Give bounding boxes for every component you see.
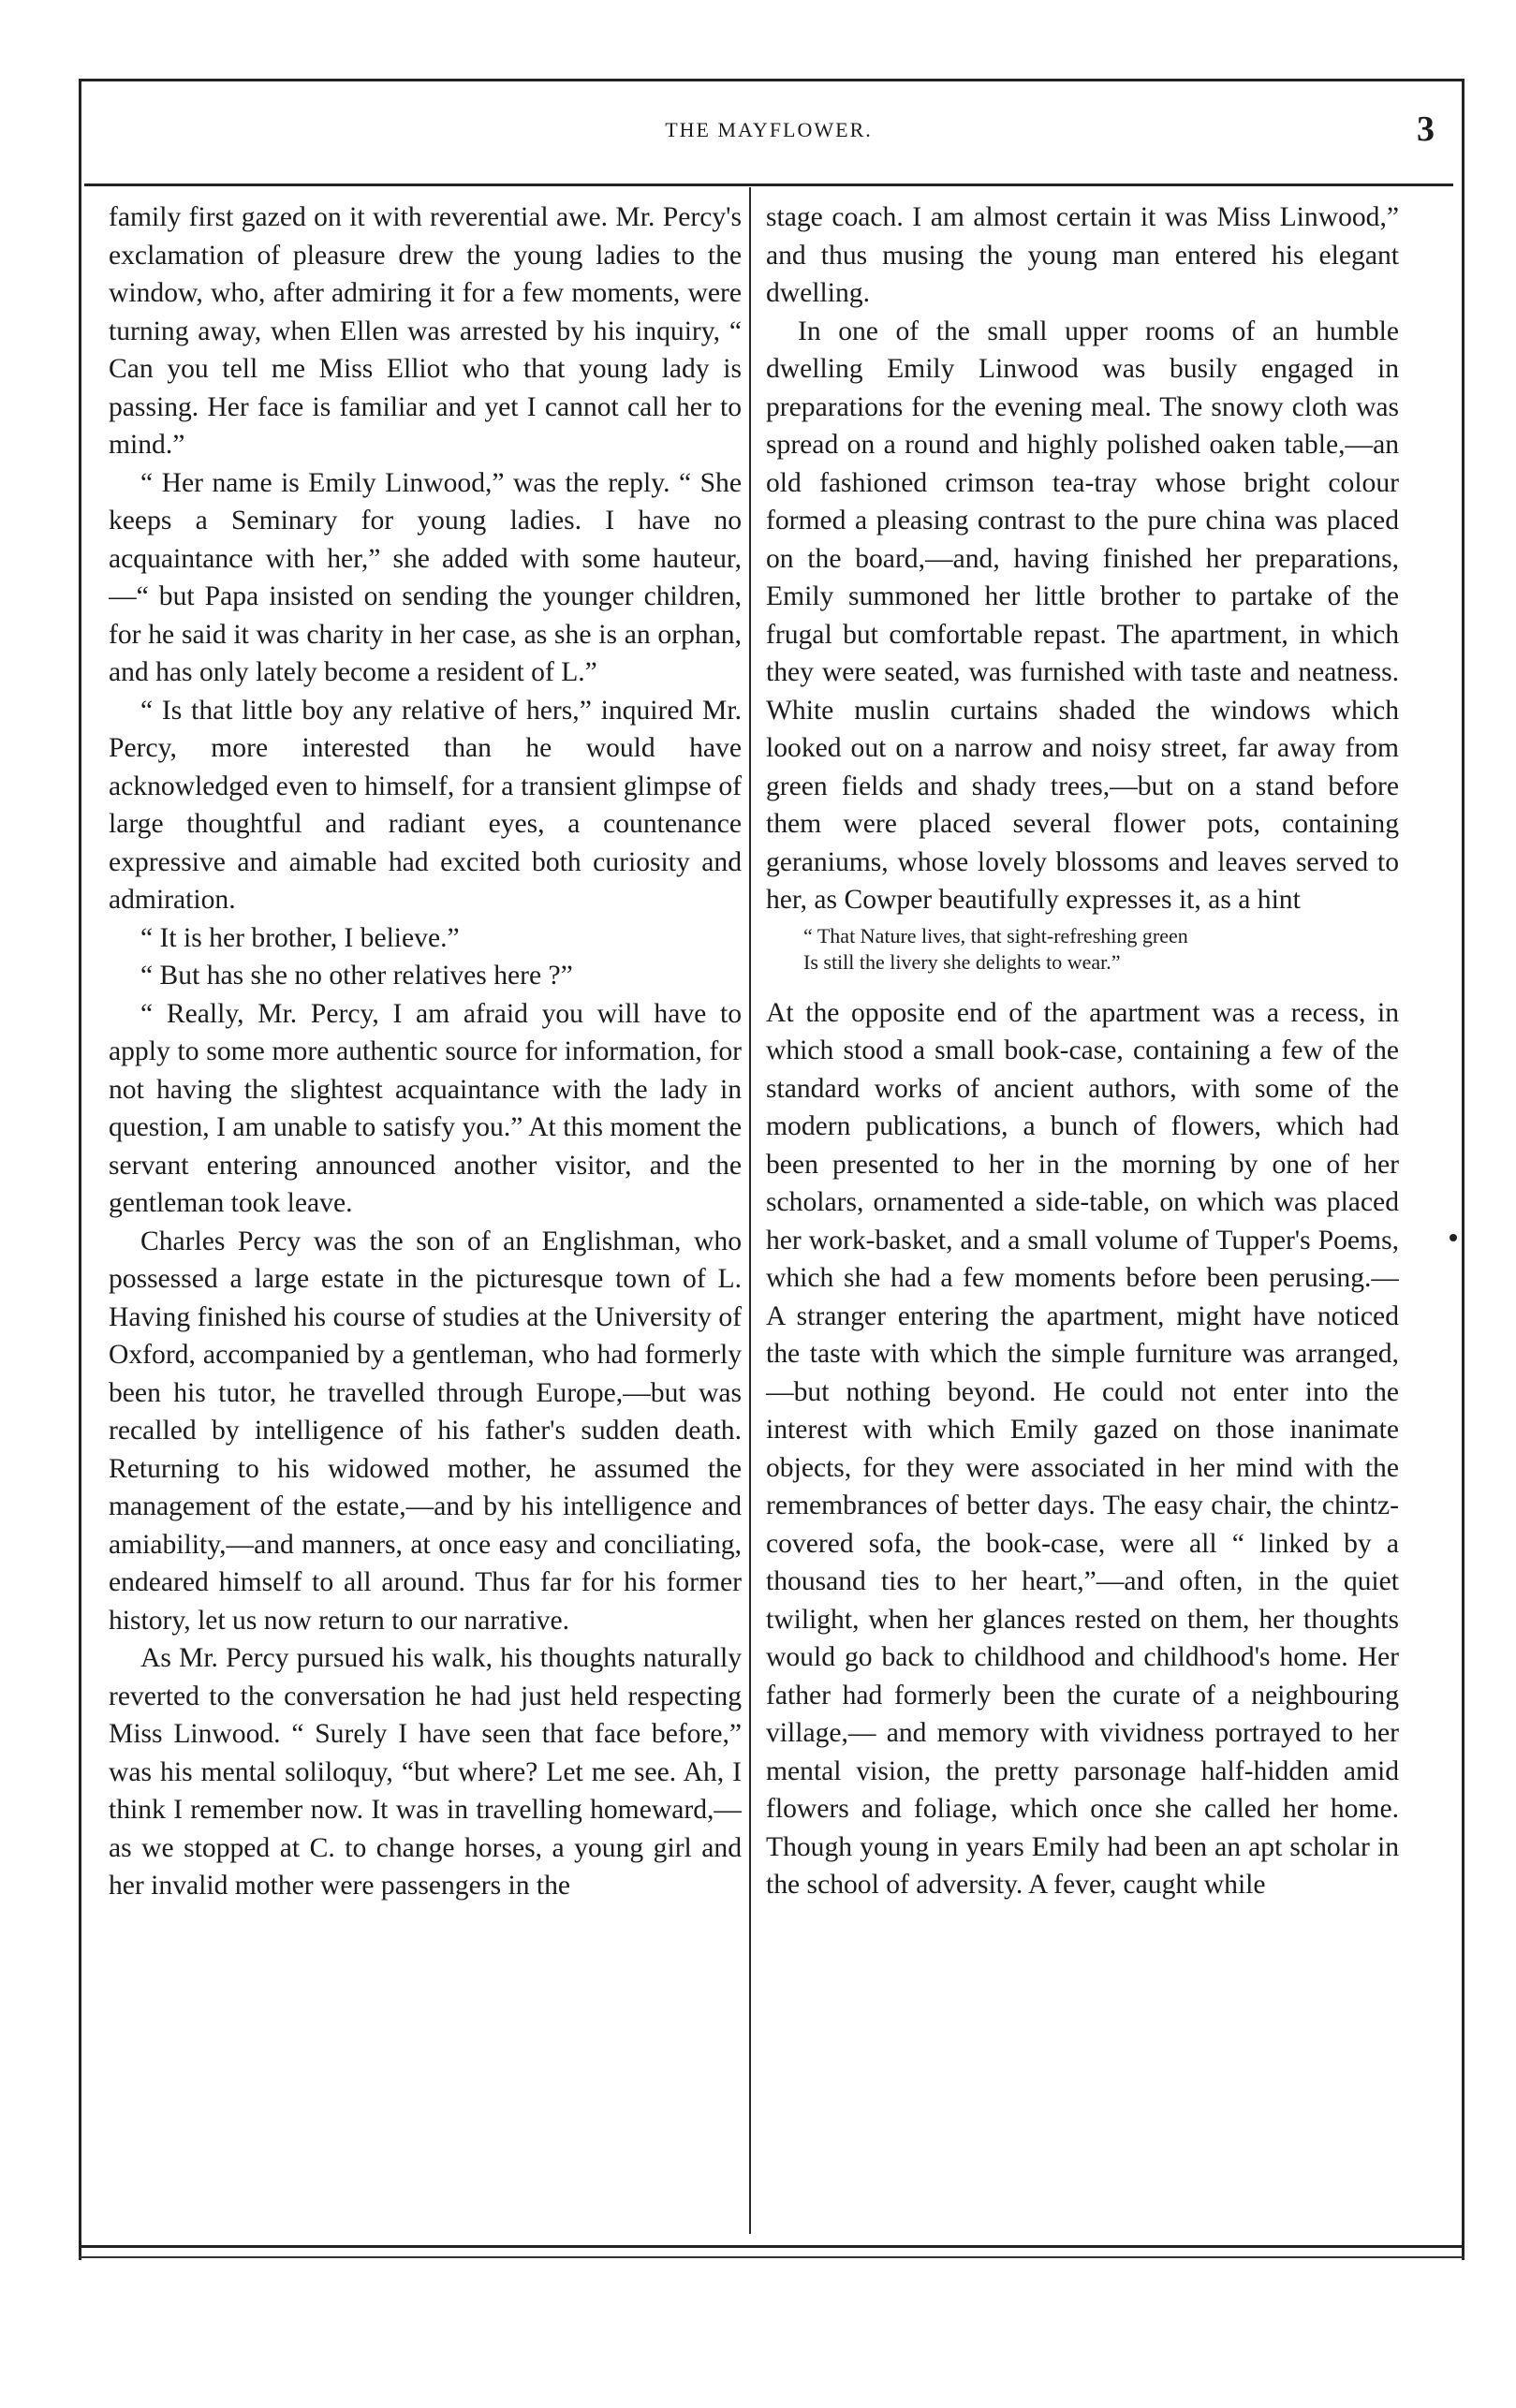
paragraph: stage coach. I am almost certain it was Miss Linwood,” and thus musing the young man entered his elegant dwelling. xyxy=(766,202,1399,308)
header-rule xyxy=(84,184,1453,186)
paragraph: “ But has she no other relatives here ?” xyxy=(140,961,573,991)
paragraph: Charles Percy was the son of an Englishman, who possessed a large estate in the picturesque town of L. Having finished his course of studies at the University of Oxford, accompanied by a gentleman, who had formerly been his tutor, he travelled through Europe,—but was recalled by intelligence of his father's sudden death. Returning to his widowed mother, he assumed the management of the estate,—and by his intelligence and amiability,—and manners, at once easy and conciliating, endeared himself to all around. Thus far for his former history, let us now return to our narrative. xyxy=(109,1226,742,1636)
paragraph: “ It is her brother, I believe.” xyxy=(140,922,460,953)
paragraph: As Mr. Percy pursued his walk, his thoughts naturally reverted to the conversation he had just held respecting Miss Linwood. “ Surely I have seen that face before,” was his mental soliloquy, “but where? Let me see. Ah, I think I remember now. It was in travelling homeward,—as we stopped at C. to change horses, a young girl and her invalid mother were passengers in the xyxy=(109,1643,742,1901)
bottom-rule-thin xyxy=(79,2256,1464,2258)
paragraph: “ Her name is Emily Linwood,” was the reply. “ She keeps a Seminary for young ladies. I have no acquaintance with her,” she added with some hauteur,—“ but Papa insisted on sending the younger children, for he said it was charity in her case, as she is an orphan, and has only lately become a resident of L.” xyxy=(109,467,742,687)
quote-line: “ That Nature lives, that sight-refreshing green xyxy=(803,923,1188,947)
right-column xyxy=(766,198,1399,2221)
page-number: 3 xyxy=(1417,110,1435,149)
paragraph: In one of the small upper rooms of an humble dwelling Emily Linwood was busily engaged in preparations for the evening meal. The snowy cloth was spread on a round and highly polished oaken table,—an old fashioned crimson tea-tray whose bright colour formed a pleasing contrast to the pure china was placed on the board,—and, having finished her preparations, Emily summoned her little brother to partake of the frugal but comfortable repast. The apartment, in which they were seated, was furnished with taste and neatness. White muslin curtains shaded the windows which looked out on a narrow and noisy street, far away from green fields and shady trees,—but on a stand before them were placed several flower pots, containing geraniums, whose lovely blossoms and leaves served to her, as Cowper beautifully expresses it, as a hint xyxy=(766,316,1399,915)
paragraph: family first gazed on it with reverential awe. Mr. Percy's exclamation of pleasure drew the young ladies to the window, who, after admiring it for a few moments, were turning away, when Ellen was arrested by his inquiry, “ Can you tell me Miss Elliot who that young lady is passing. Her face is familiar and yet I cannot call her to mind.” xyxy=(109,202,742,460)
bottom-rule xyxy=(79,2245,1464,2248)
paragraph: “ Really, Mr. Percy, I am afraid you will have to apply to some more authentic source for information, for not having the slightest acquaintance with the lady in question, I am unable to satisfy you.” At this moment the servant entering announced another visitor, and the gentleman took leave. xyxy=(109,998,742,1218)
paragraph: “ Is that little boy any relative of hers,” inquired Mr. Percy, more interested than he would have acknowledged even to himself, for a transient glimpse of large thoughtful and radiant eyes, a countenance expressive and aimable had excited both curiosity and admiration. xyxy=(109,695,742,915)
margin-mark xyxy=(1450,1234,1457,1241)
verse-quote xyxy=(766,923,1399,976)
left-column xyxy=(109,198,742,2221)
quote-line: Is still the livery she delights to wear.” xyxy=(803,949,1121,974)
page-header xyxy=(84,107,1453,163)
paragraph: At the opposite end of the apartment was a recess, in which stood a small book-case, containing a few of the standard works of ancient authors, with some of the modern publications, a bunch of flowers, which had been presented to her in the morning by one of her scholars, ornamented a side-table, on which was placed her work-basket, and a small volume of Tupper's Poems, which she had a few moments before been perusing.— A stranger entering the apartment, might have noticed the taste with which the simple furniture was arranged,—but nothing beyond. He could not enter into the interest with which Emily gazed on those inanimate objects, for they were associated in her mind with the remembrances of better days. The easy chair, the chintz-covered sofa, the book-case, were all “ linked by a thousand ties to her heart,”—and often, in the quiet twilight, when her glances rested on them, her thoughts would go back to childhood and childhood's home. Her father had formerly been the curate of a neighbouring village,— and memory with vividness portrayed to her mental vision, the pretty parsonage half-hidden amid flowers and foliage, which once she called her home. Though young in years Emily had been an apt scholar in the school of adversity. A fever, caught while xyxy=(766,997,1399,1900)
column-divider xyxy=(749,187,751,2234)
running-title: THE MAYFLOWER. xyxy=(665,118,873,141)
